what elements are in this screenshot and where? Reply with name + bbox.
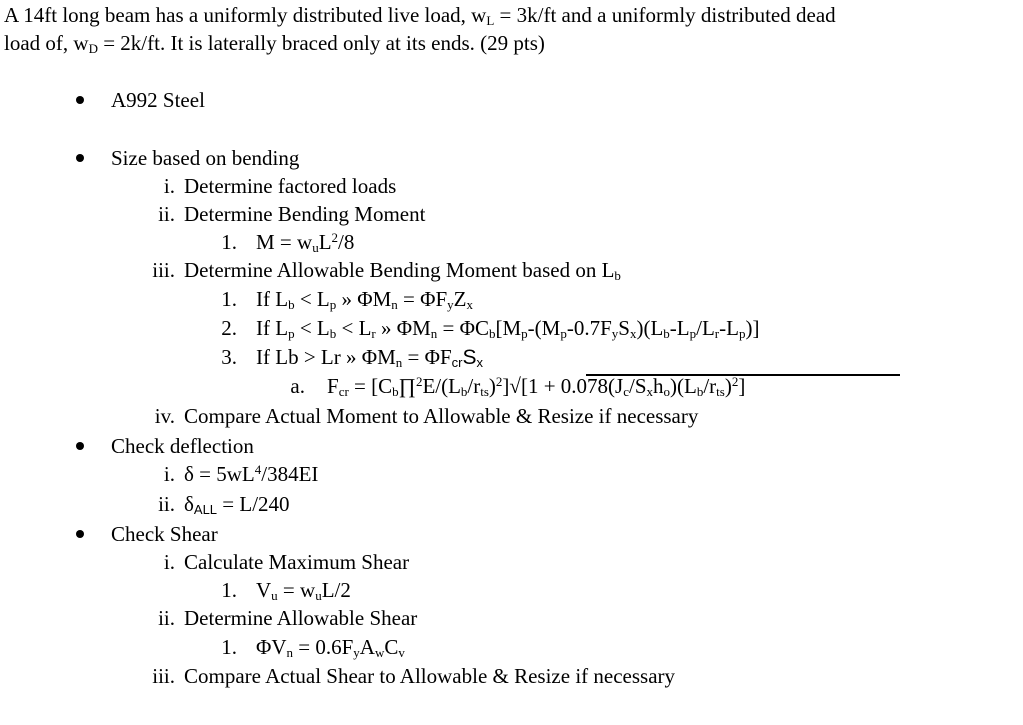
- shear-step-i: Calculate Maximum Shear: [184, 550, 410, 574]
- bending-heading: Size based on bending: [111, 146, 300, 170]
- bullet-icon: [76, 530, 84, 538]
- bullet-icon: [76, 96, 84, 104]
- list-number: 1.: [221, 287, 237, 311]
- problem-statement-line-1: [4, 1, 836, 29]
- bullet-icon: [76, 154, 84, 162]
- problem-statement-line-2: [4, 29, 545, 57]
- fcr-formula: $F_{cr}$ = $[C_b\prod^2E/(L_b/r_{ts})^2]√[1 + 0.078(J_c/S_xh_o)(L_b/r_{ts})^2]$: [327, 374, 746, 399]
- list-number: ii.: [158, 202, 175, 226]
- subscript: L: [486, 13, 495, 28]
- shear-step-iii: Compare Actual Shear to Allowable & Resize if necessary: [184, 664, 676, 688]
- bending-step-i: Determine factored loads: [184, 174, 397, 198]
- list-number: iii.: [152, 664, 175, 688]
- max-shear-formula: $V_u = w_uL/2$: [256, 578, 351, 603]
- list-number: ii.: [158, 606, 175, 630]
- bullet-icon: [76, 442, 84, 450]
- problem-text: A 14ft long beam has a uniformly distributed live load, w: [4, 3, 487, 27]
- condition-3-formula: If Lb > Lr » $\Phi M_n = \Phi F_{cr}S_x$: [256, 345, 483, 370]
- allowable-deflection-formula: $\delta_{ALL} = L/240$: [184, 492, 290, 517]
- problem-text: = 3k/ft and a uniformly distributed dead: [494, 3, 836, 27]
- condition-2-formula: If $L_p < L_b < L_r$ » $\Phi M_n = \Phi C_b[M_p-(M_p-0.7F_yS_x)(L_b-L_p/L_r-L_p)]$: [256, 316, 760, 341]
- steel-grade: A992 Steel: [111, 88, 205, 112]
- list-number: i.: [163, 174, 175, 198]
- list-number: i.: [163, 462, 175, 486]
- allowable-shear-formula: $\Phi V_n = 0.6F_yA_wC_v$: [256, 635, 405, 660]
- bending-step-iv: Compare Actual Moment to Allowable & Resize if necessary: [184, 404, 699, 428]
- deflection-formula: $\delta = 5wL^4/384EI$: [184, 462, 319, 486]
- deflection-heading: Check deflection: [111, 434, 254, 458]
- list-number: 1.: [221, 230, 237, 254]
- bending-step-ii: Determine Bending Moment: [184, 202, 426, 226]
- condition-1-formula: If $L_b < L_p$ » $\Phi M_n = \Phi F_yZ_x$: [256, 287, 473, 312]
- list-number: a.: [290, 374, 305, 398]
- list-number: 1.: [221, 635, 237, 659]
- list-number: ii.: [158, 492, 175, 516]
- list-number: 2.: [221, 316, 237, 340]
- moment-formula: $M = w_uL^2/8$: [256, 230, 355, 255]
- list-number: iii.: [152, 258, 175, 282]
- subscript: D: [88, 41, 98, 56]
- shear-step-ii: Determine Allowable Shear: [184, 606, 418, 630]
- problem-text: load of, w: [4, 31, 89, 55]
- shear-heading: Check Shear: [111, 522, 218, 546]
- bending-step-iii: Determine Allowable Bending Moment based on $L_b$: [184, 258, 621, 283]
- list-number: i.: [163, 550, 175, 574]
- problem-text: = 2k/ft. It is laterally braced only at its ends. (29 pts): [97, 31, 545, 55]
- list-number: 1.: [221, 578, 237, 602]
- list-number: 3.: [221, 345, 237, 369]
- list-number: iv.: [154, 404, 175, 428]
